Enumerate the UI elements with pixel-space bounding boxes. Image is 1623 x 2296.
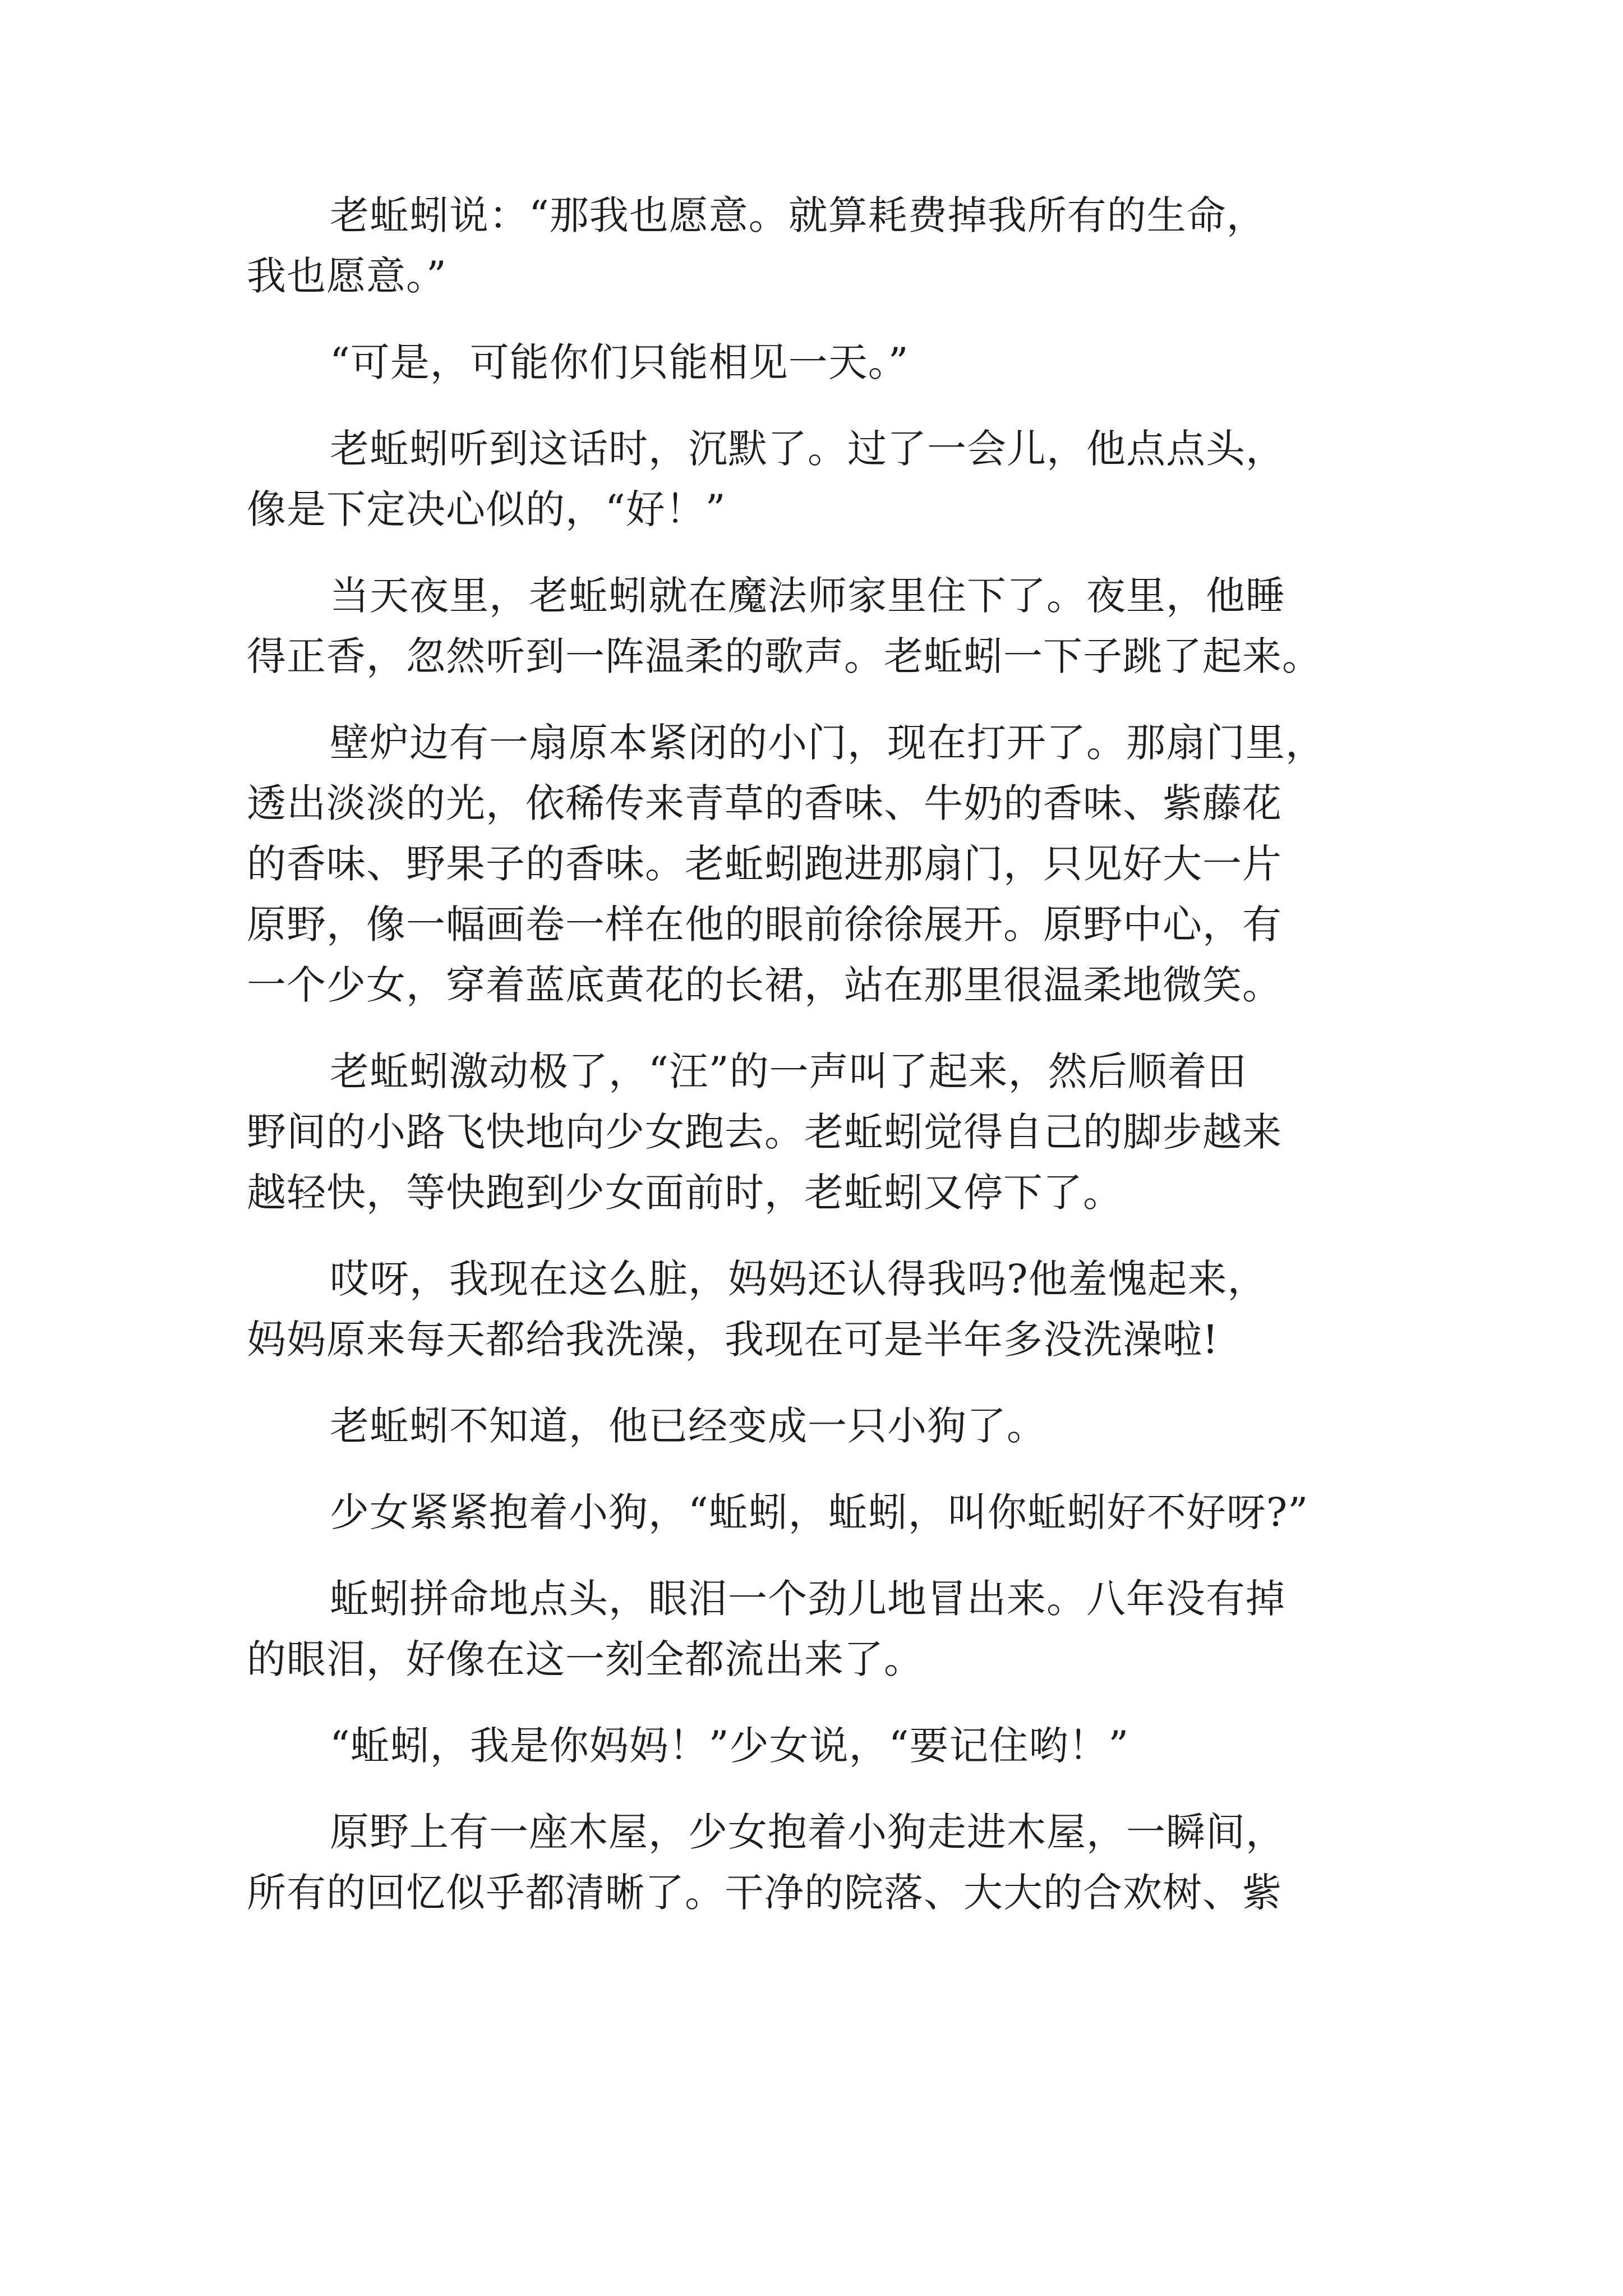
paragraph-line: 当天夜里，老蚯蚓就在魔法师家里住下了。夜里，他睡 xyxy=(330,573,1285,619)
paragraph-line: 壁炉边有一扇原本紧闭的小门，现在打开了。那扇门里， xyxy=(330,720,1325,766)
paragraph-line: 老蚯蚓激动极了，“汪”的一声叫了起来，然后顺着田 xyxy=(330,1048,1247,1094)
paragraph-line: 得正香，忽然听到一阵温柔的歌声。老蚯蚓一下子跳了起来。 xyxy=(247,633,1322,679)
paragraph-line: 一个少女，穿着蓝底黄花的长裙，站在那里很温柔地微笑。 xyxy=(247,962,1282,1008)
paragraph-line: 透出淡淡的光，依稀传来青草的香味、牛奶的香味、紫藤花 xyxy=(247,780,1282,826)
story-text xyxy=(247,185,1391,1923)
paragraph-line: 野间的小路飞快地向少女跑去。老蚯蚓觉得自己的脚步越来 xyxy=(247,1109,1282,1155)
paragraph-line: 越轻快，等快跑到少女面前时，老蚯蚓又停下了。 xyxy=(247,1170,1123,1216)
paragraph-line: 所有的回忆似乎都清晰了。干净的院落、大大的合欢树、紫 xyxy=(247,1870,1282,1916)
paragraph-line: 原野，像一幅画卷一样在他的眼前徐徐展开。原野中心，有 xyxy=(247,901,1282,947)
paragraph-line: 老蚯蚓说：“那我也愿意。就算耗费掉我所有的生命， xyxy=(330,192,1266,238)
paragraph-line: 像是下定决心似的，“好！” xyxy=(247,486,726,532)
paragraph-line: 妈妈原来每天都给我洗澡，我现在可是半年多没洗澡啦! xyxy=(247,1317,1219,1363)
paragraph-line: 我也愿意。” xyxy=(247,253,447,299)
paragraph-line: 少女紧紧抱着小狗，“蚯蚓，蚯蚓，叫你蚯蚓好不好呀?” xyxy=(330,1489,1309,1535)
paragraph-line: 老蚯蚓听到这话时，沉默了。过了一会儿，他点点头， xyxy=(330,426,1285,472)
paragraph-line: 原野上有一座木屋，少女抱着小狗走进木屋，一瞬间， xyxy=(330,1809,1285,1855)
paragraph-line: 哎呀，我现在这么脏，妈妈还认得我吗?他羞愧起来， xyxy=(330,1256,1267,1302)
paragraph-line: 的眼泪，好像在这一刻全都流出来了。 xyxy=(247,1636,924,1682)
paragraph-line: 的香味、野果子的香味。老蚯蚓跑进那扇门，只见好大一片 xyxy=(247,841,1282,887)
paragraph-line: 蚯蚓拼命地点头，眼泪一个劲儿地冒出来。八年没有掉 xyxy=(330,1576,1285,1622)
paragraph-line: “可是，可能你们只能相见一天。” xyxy=(330,339,909,385)
paragraph-line: 老蚯蚓不知道，他已经变成一只小狗了。 xyxy=(330,1403,1046,1449)
paragraph-line: “蚯蚓，我是你妈妈！”少女说，“要记住哟！” xyxy=(330,1723,1129,1769)
